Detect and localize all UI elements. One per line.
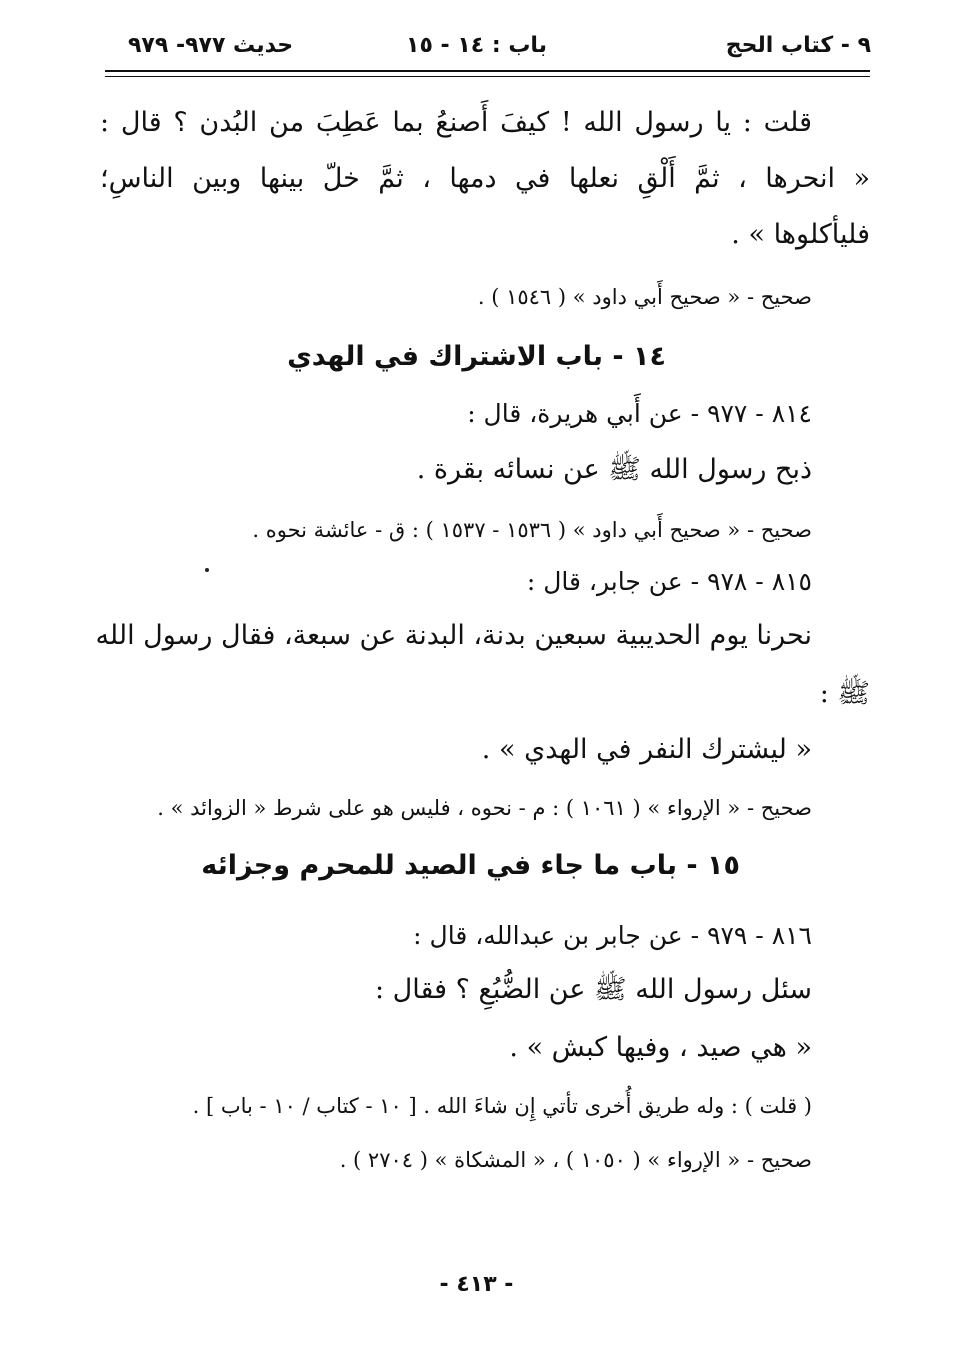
hadith-isnad: ٨١٤ - ٩٧٧ - عن أَبي هريرة، قال : <box>467 399 812 428</box>
text-line: « هي صيد ، وفيها كبش » . <box>509 1032 812 1063</box>
text-line: « انحرها ، ثمَّ أَلْقِ نعلها في دمها ، ثمَّ خلّ بينها وبين الناسِ؛ <box>100 163 870 194</box>
running-header-chapter: ٩ - كتاب الحج <box>725 33 871 58</box>
grading-line: صحيح - « صحيح أَبي داود » ( ١٥٣٦ - ١٥٣٧ ) : ق - عائشة نحوه . <box>252 518 812 542</box>
chapter-heading: ١٥ - باب ما جاء في الصيد للمحرم وجزائه <box>201 850 740 881</box>
scan-speck <box>205 568 209 572</box>
header-rule-thick <box>105 70 870 72</box>
grading-line: صحيح - « صحيح أَبي داود » ( ١٥٤٦ ) . <box>477 285 812 309</box>
header-rule-thin <box>105 76 870 77</box>
text-line: قلت : يا رسول الله ! كيفَ أَصنعُ بما عَطِبَ من البُدن ؟ قال : <box>100 107 812 138</box>
running-header-hadith-range: حديث ٩٧٧- ٩٧٩ <box>128 33 294 58</box>
text-line: ذبح رسول الله ﷺ عن نسائه بقرة . <box>416 454 812 485</box>
page-number: - ٤١٣ - <box>439 1272 514 1297</box>
hadith-isnad: ٨١٦ - ٩٧٩ - عن جابر بن عبدالله، قال : <box>413 921 812 950</box>
grading-line: صحيح - « الإرواء » ( ١٠٥٠ ) ، « المشكاة » ( ٢٧٠٤ ) . <box>339 1148 812 1172</box>
text-line: فليأكلوها » . <box>731 219 870 250</box>
note-line: ( قلت ) : وله طريق أُخرى تأتي إِن شاءَ الله . [ ١٠ - كتاب / ١٠ - باب ] . <box>192 1094 812 1118</box>
text-line: « ليشترك النفر في الهدي » . <box>481 734 812 765</box>
chapter-heading: ١٤ - باب الاشتراك في الهدي <box>287 341 666 372</box>
running-header-section: باب : ١٤ - ١٥ <box>406 33 547 58</box>
hadith-isnad: ٨١٥ - ٩٧٨ - عن جابر، قال : <box>526 567 812 596</box>
text-line: سئل رسول الله ﷺ عن الضُّبُعِ ؟ فقال : <box>374 974 812 1005</box>
text-line: ﷺ : <box>819 678 870 709</box>
text-line: نحرنا يوم الحديبية سبعين بدنة، البدنة عن سبعة، فقال رسول الله <box>95 620 812 651</box>
grading-line: صحيح - « الإرواء » ( ١٠٦١ ) : م - نحوه ، فليس هو على شرط « الزوائد » . <box>157 796 812 820</box>
